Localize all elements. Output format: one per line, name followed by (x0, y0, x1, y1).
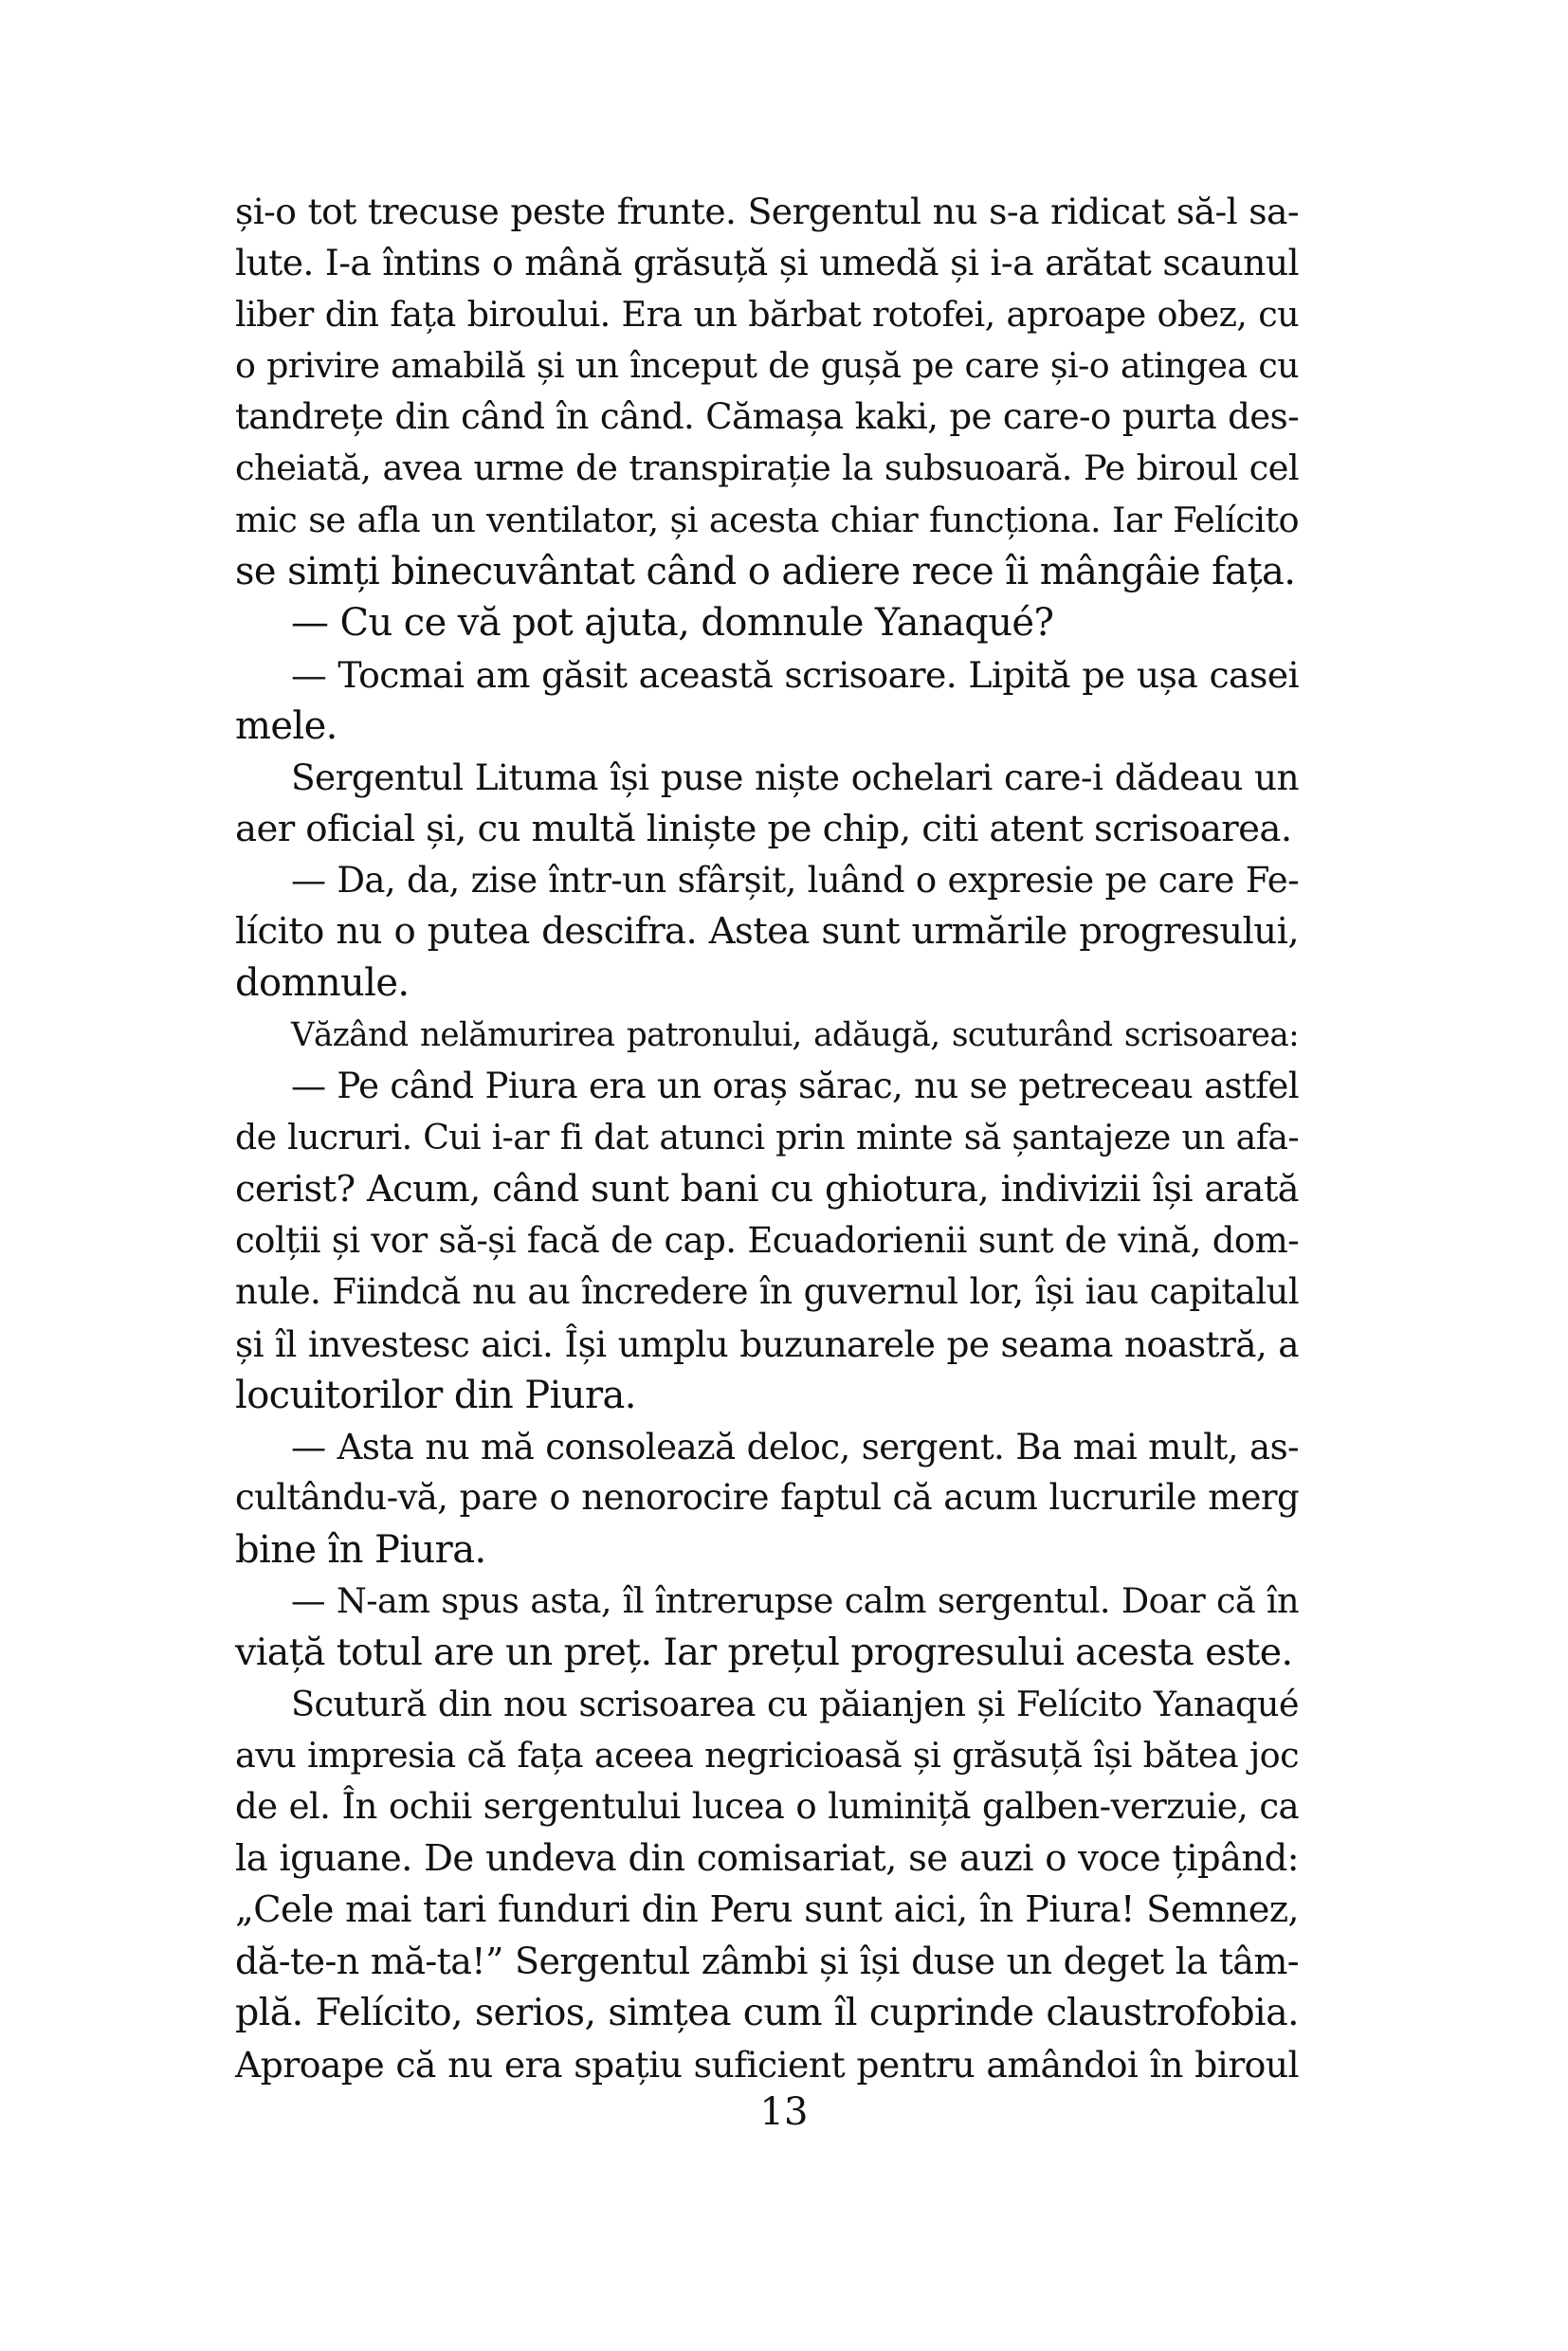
text-line: cerist? Acum, când sunt bani cu ghiotura, indivizii își arată (235, 1167, 1299, 1211)
text-line: plă. Felícito, serios, simțea cum îl cuprinde claustrofobia. (235, 1991, 1299, 2035)
body-text (235, 186, 1299, 2090)
text-line: o privire amabilă și un început de gușă pe care și-o atingea cu (235, 344, 1299, 386)
text-line: și îl investesc aici. Își umplu buzunarele pe seama noastră, a (235, 1322, 1299, 1365)
text-line: nule. Fiindcă nu au încredere în guvernul lor, își iau capitalul (235, 1271, 1299, 1313)
text-line: Scutură din nou scrisoarea cu păianjen și Felícito Yanaqué (291, 1683, 1299, 1724)
text-line: viață totul are un preț. Iar prețul progresului acesta este. (235, 1631, 1293, 1675)
text-line: lute. I-a întins o mână grăsuță și umedă și i-a arătat scaunul (235, 242, 1299, 284)
text-line: — Tocmai am găsit această scrisoare. Lipită pe ușa casei (291, 653, 1299, 696)
text-line: — Da, da, zise într-un sfârșit, luând o expresie pe care Fe- (291, 859, 1299, 901)
text-line: cheiată, avea urme de transpirație la subsuoară. Pe biroul cel (235, 447, 1299, 489)
page-number: 13 (759, 2090, 809, 2134)
text-line: bine în Piura. (235, 1527, 486, 1572)
text-line: aer oficial și, cu multă liniște pe chip, citi atent scrisoarea. (235, 807, 1292, 850)
text-line: lícito nu o putea descifra. Astea sunt urmările progresului, (235, 910, 1299, 954)
text-line: „Cele mai tari funduri din Peru sunt aici, în Piura! Semnez, (235, 1887, 1299, 1931)
text-line: se simți binecuvântat când o adiere rece îi mângâie fața. (235, 550, 1296, 594)
text-line: locuitorilor din Piura. (235, 1373, 636, 1417)
text-line: mic se afla un ventilator, și acesta chiar funcționa. Iar Felícito (235, 499, 1299, 540)
text-line: de el. În ochii sergentului lucea o luminiță galben-verzuie, ca (235, 1786, 1299, 1828)
text-line: dă-te-n mă-ta!” Sergentul zâmbi și își duse un deget la tâm- (235, 1941, 1299, 1983)
text-line: — N-am spus asta, îl întrerupse calm sergentul. Doar că în (291, 1580, 1299, 1622)
text-line: de lucruri. Cui i-ar fi dat atunci prin minte să șantajeze un afa- (235, 1117, 1299, 1158)
text-line: mele. (235, 703, 337, 748)
text-line: colții și vor să-și facă de cap. Ecuadorienii sunt de vină, dom- (235, 1219, 1299, 1261)
text-line: — Cu ce vă pot ajuta, domnule Yanaqué? (291, 601, 1054, 646)
text-line: la iguane. De undeva din comisariat, se auzi o voce țipând: (235, 1836, 1299, 1880)
text-line: liber din fața biroului. Era un bărbat rotofei, aproape obez, cu (235, 293, 1299, 335)
text-line: cultându-vă, pare o nenorocire faptul că acum lucrurile merg (235, 1477, 1299, 1519)
text-line: Aproape că nu era spațiu suficient pentru amândoi în biroul (235, 2043, 1299, 2086)
text-line: avu impresia că fața aceea negricioasă și grăsuță își bătea joc (235, 1734, 1299, 1776)
text-line: domnule. (235, 961, 410, 1006)
text-line: tandrețe din când în când. Cămașa kaki, pe care-o purta des- (235, 396, 1299, 438)
text-line: Văzând nelămurirea patronului, adăugă, scuturând scrisoarea: (291, 1015, 1299, 1054)
text-line: — Pe când Piura era un oraș sărac, nu se petreceau astfel (291, 1066, 1299, 1107)
text-line: și-o tot trecuse peste frunte. Sergentul nu s-a ridicat să-l sa- (235, 191, 1299, 232)
text-line: — Asta nu mă consolează deloc, sergent. Ba mai mult, as- (291, 1426, 1299, 1468)
text-line: Sergentul Lituma își puse niște ochelari care-i dădeau un (291, 756, 1299, 799)
